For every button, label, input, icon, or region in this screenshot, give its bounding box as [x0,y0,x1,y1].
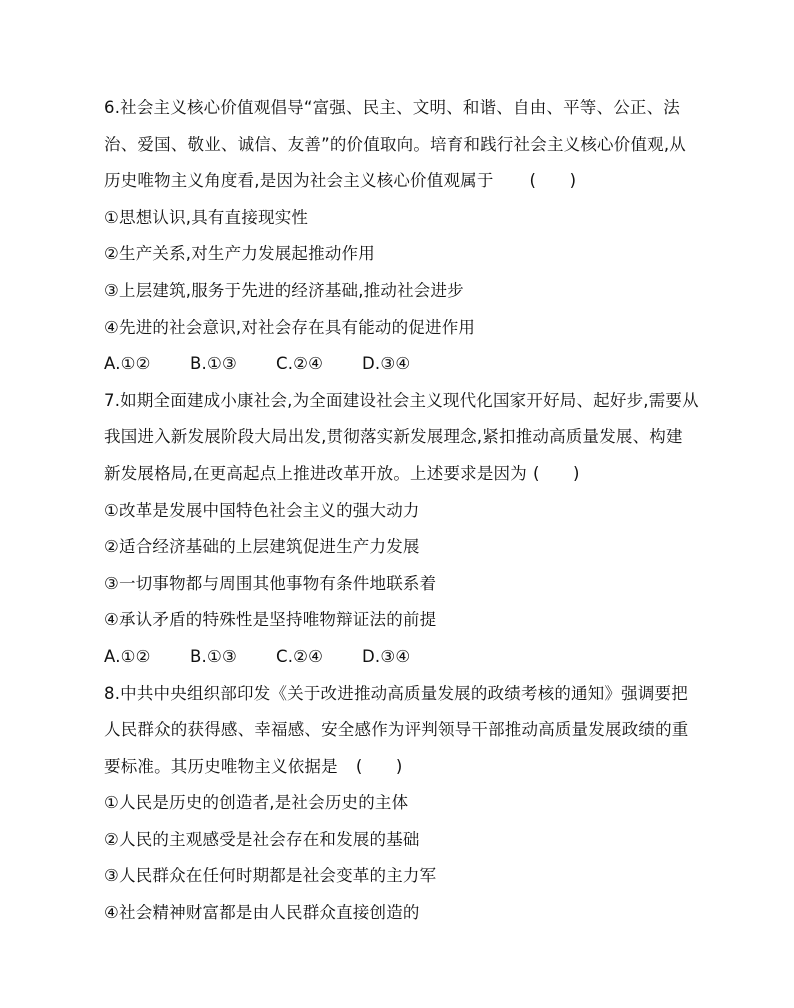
statement-item: ②生产关系,对生产力发展起推动作用 [104,244,375,264]
question-7-stem-line-1: 7.如期全面建成小康社会,为全面建设社会主义现代化国家开好局、起好步,需要从 [104,390,699,410]
statement-item: ④承认矛盾的特殊性是坚持唯物辩证法的前提 [104,610,437,630]
option-c: C.②④ [276,646,324,666]
question-8-stem-line-3-text: 要标准。其历史唯物主义依据是 [104,756,338,776]
question-8-stem-line-3 [104,749,704,786]
answer-blank: ( ) [532,463,580,483]
question-7 [104,383,704,676]
statement-item: ①思想认识,具有直接现实性 [104,207,309,227]
answer-options [104,346,704,383]
question-7-stem-line-3 [104,456,704,493]
exam-page [104,90,704,932]
statement-item: ③上层建筑,服务于先进的经济基础,推动社会进步 [104,280,464,300]
statement-item: ③一切事物都与周围其他事物有条件地联系着 [104,573,437,593]
question-6-stem-line-2: 治、爱国、敬业、诚信、友善”的价值取向。培育和践行社会主义核心价值观,从 [104,134,686,154]
option-b: B.①③ [190,354,237,374]
option-d: D.③④ [362,354,411,374]
question-6 [104,90,704,383]
option-a: A.①② [104,354,151,374]
statement-item: ①人民是历史的创造者,是社会历史的主体 [104,793,409,813]
question-6-stem-line-3 [104,163,704,200]
answer-options [104,639,704,676]
question-8-stem-line-1: 8.中共中央组织部印发《关于改进推动高质量发展的政绩考核的通知》强调要把 [104,683,688,703]
answer-blank: ( ) [355,756,403,776]
statement-item: ④社会精神财富都是由人民群众直接创造的 [104,903,420,923]
option-c: C.②④ [276,354,324,374]
option-a: A.①② [104,646,151,666]
statement-item: ④先进的社会意识,对社会存在具有能动的促进作用 [104,317,476,337]
question-6-stem-line-1: 6.社会主义核心价值观倡导“富强、民主、文明、和谐、自由、平等、公正、法 [104,98,680,117]
statement-item: ②适合经济基础的上层建筑促进生产力发展 [104,537,420,557]
option-d: D.③④ [362,646,411,666]
statement-item: ①改革是发展中国特色社会主义的强大动力 [104,500,420,520]
statement-item: ③人民群众在任何时期都是社会变革的主力军 [104,866,437,886]
question-8 [104,676,704,932]
question-7-stem-line-3-text: 新发展格局,在更高起点上推进改革开放。上述要求是因为 [104,463,527,483]
option-b: B.①③ [190,646,237,666]
question-6-stem-line-3-text: 历史唯物主义角度看,是因为社会主义核心价值观属于 [104,171,494,191]
statement-item: ②人民的主观感受是社会存在和发展的基础 [104,829,420,849]
question-8-stem-line-2: 人民群众的获得感、幸福感、安全感作为评判领导干部推动高质量发展政绩的重 [104,720,689,740]
answer-blank: ( ) [529,171,577,191]
question-7-stem-line-2: 我国进入新发展阶段大局出发,贯彻落实新发展理念,紧扣推动高质量发展、构建 [104,427,683,447]
